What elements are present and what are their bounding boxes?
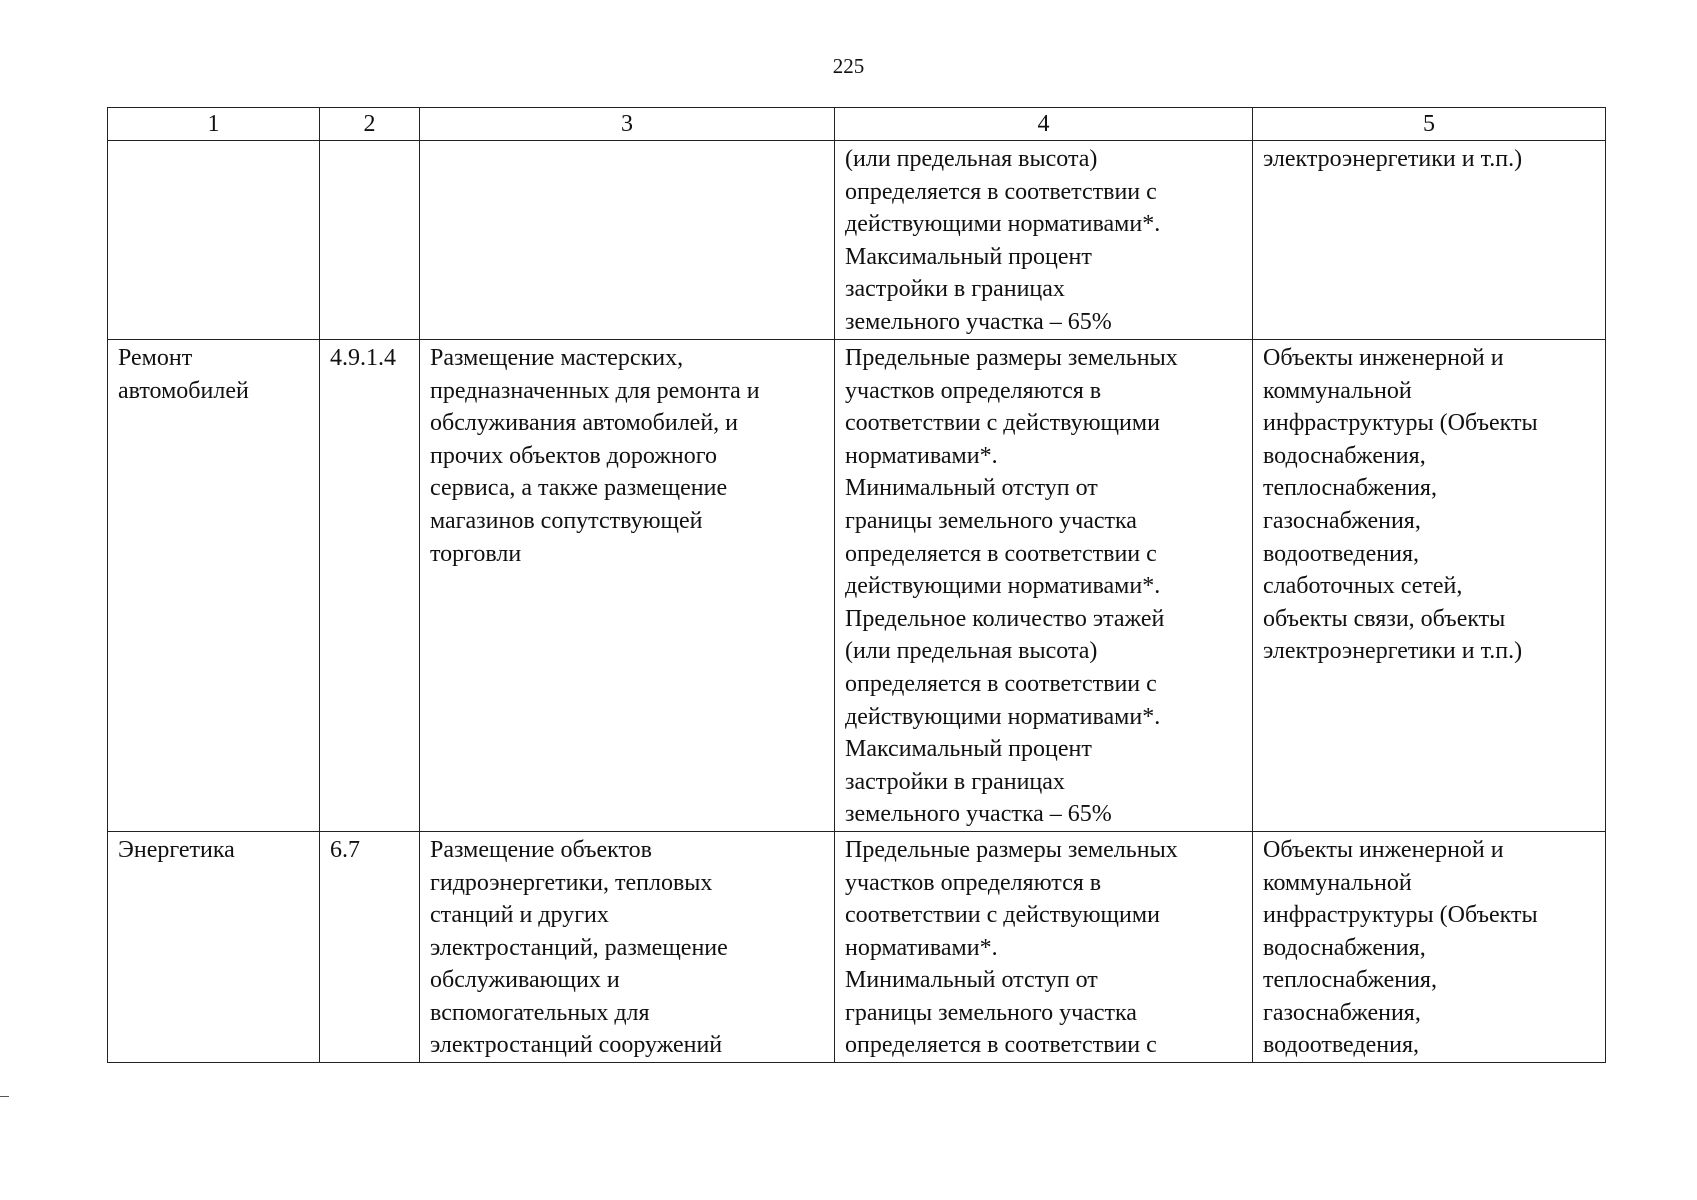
use-code: 6.7 [330, 836, 360, 863]
use-description: Размещение мастерских, предназначенных для ремонта и обслуживания автомобилей, и прочих объектов дорожного сервиса, а также размещение магазинов сопутствующей торговли [430, 345, 760, 567]
table-row [108, 831, 1606, 1062]
header-col-2: 2 [320, 108, 420, 141]
use-parameters: Предельные размеры земельных участков определяются в соответствии с действующими нормативами*. Минимальный отступ от границы земельного участка определяется в соответствии с действующими нормативами*. Предельное количество этажей (или предельная высота) определяется в соответствии с действующими нормативами*. Максимальный процент застройки в границах земельного участка – 65% [845, 345, 1178, 828]
use-parameters: Предельные размеры земельных участков определяются в соответствии с действующими нормативами*. Минимальный отступ от границы земельного участка определяется в соответствии с [845, 836, 1178, 1059]
header-col-1: 1 [108, 108, 320, 141]
cell-code [320, 141, 420, 340]
cell-code [320, 831, 420, 1062]
use-objects: электроэнергетики и т.п.) [1263, 146, 1523, 172]
header-col-5: 5 [1253, 108, 1606, 141]
use-name: Энергетика [118, 836, 235, 863]
cell-parameters [835, 141, 1253, 340]
table-row [108, 141, 1606, 340]
cell-objects [1253, 141, 1606, 340]
cell-description [420, 831, 835, 1062]
use-objects: Объекты инженерной и коммунальной инфраструктуры (Объекты водоснабжения, теплоснабжения, газоснабжения, водоотведения, [1263, 836, 1538, 1059]
cell-use [108, 141, 320, 340]
use-code: 4.9.1.4 [330, 345, 396, 371]
land-use-table [107, 107, 1606, 1063]
cell-description [420, 141, 835, 340]
cell-use [108, 831, 320, 1062]
cell-parameters [835, 340, 1253, 832]
use-parameters: (или предельная высота) определяется в соответствии с действующими нормативами*. Максимальный процент застройки в границах земельного участка – 65% [845, 146, 1161, 335]
header-col-4: 4 [835, 108, 1253, 141]
page-number: 225 [832, 54, 865, 78]
header-col-3: 3 [420, 108, 835, 141]
cell-objects [1253, 831, 1606, 1062]
use-name: Ремонт автомобилей [118, 345, 249, 404]
table-header [108, 108, 1606, 141]
table-row [108, 340, 1606, 832]
use-description: Размещение объектов гидроэнергетики, тепловых станций и других электростанций, размещение обслуживающих и вспомогательных для электростанций сооружений [430, 836, 728, 1059]
cell-code [320, 340, 420, 832]
cell-description [420, 340, 835, 832]
cell-objects [1253, 340, 1606, 832]
table-body [108, 141, 1606, 1063]
use-objects: Объекты инженерной и коммунальной инфраструктуры (Объекты водоснабжения, теплоснабжения, газоснабжения, водоотведения, слаботочных сетей, объекты связи, объекты электроэнергетики и т.п.) [1263, 345, 1538, 665]
cell-parameters [835, 831, 1253, 1062]
scan-edge-mark [0, 1096, 9, 1097]
cell-use [108, 340, 320, 832]
header-row [108, 108, 1606, 141]
